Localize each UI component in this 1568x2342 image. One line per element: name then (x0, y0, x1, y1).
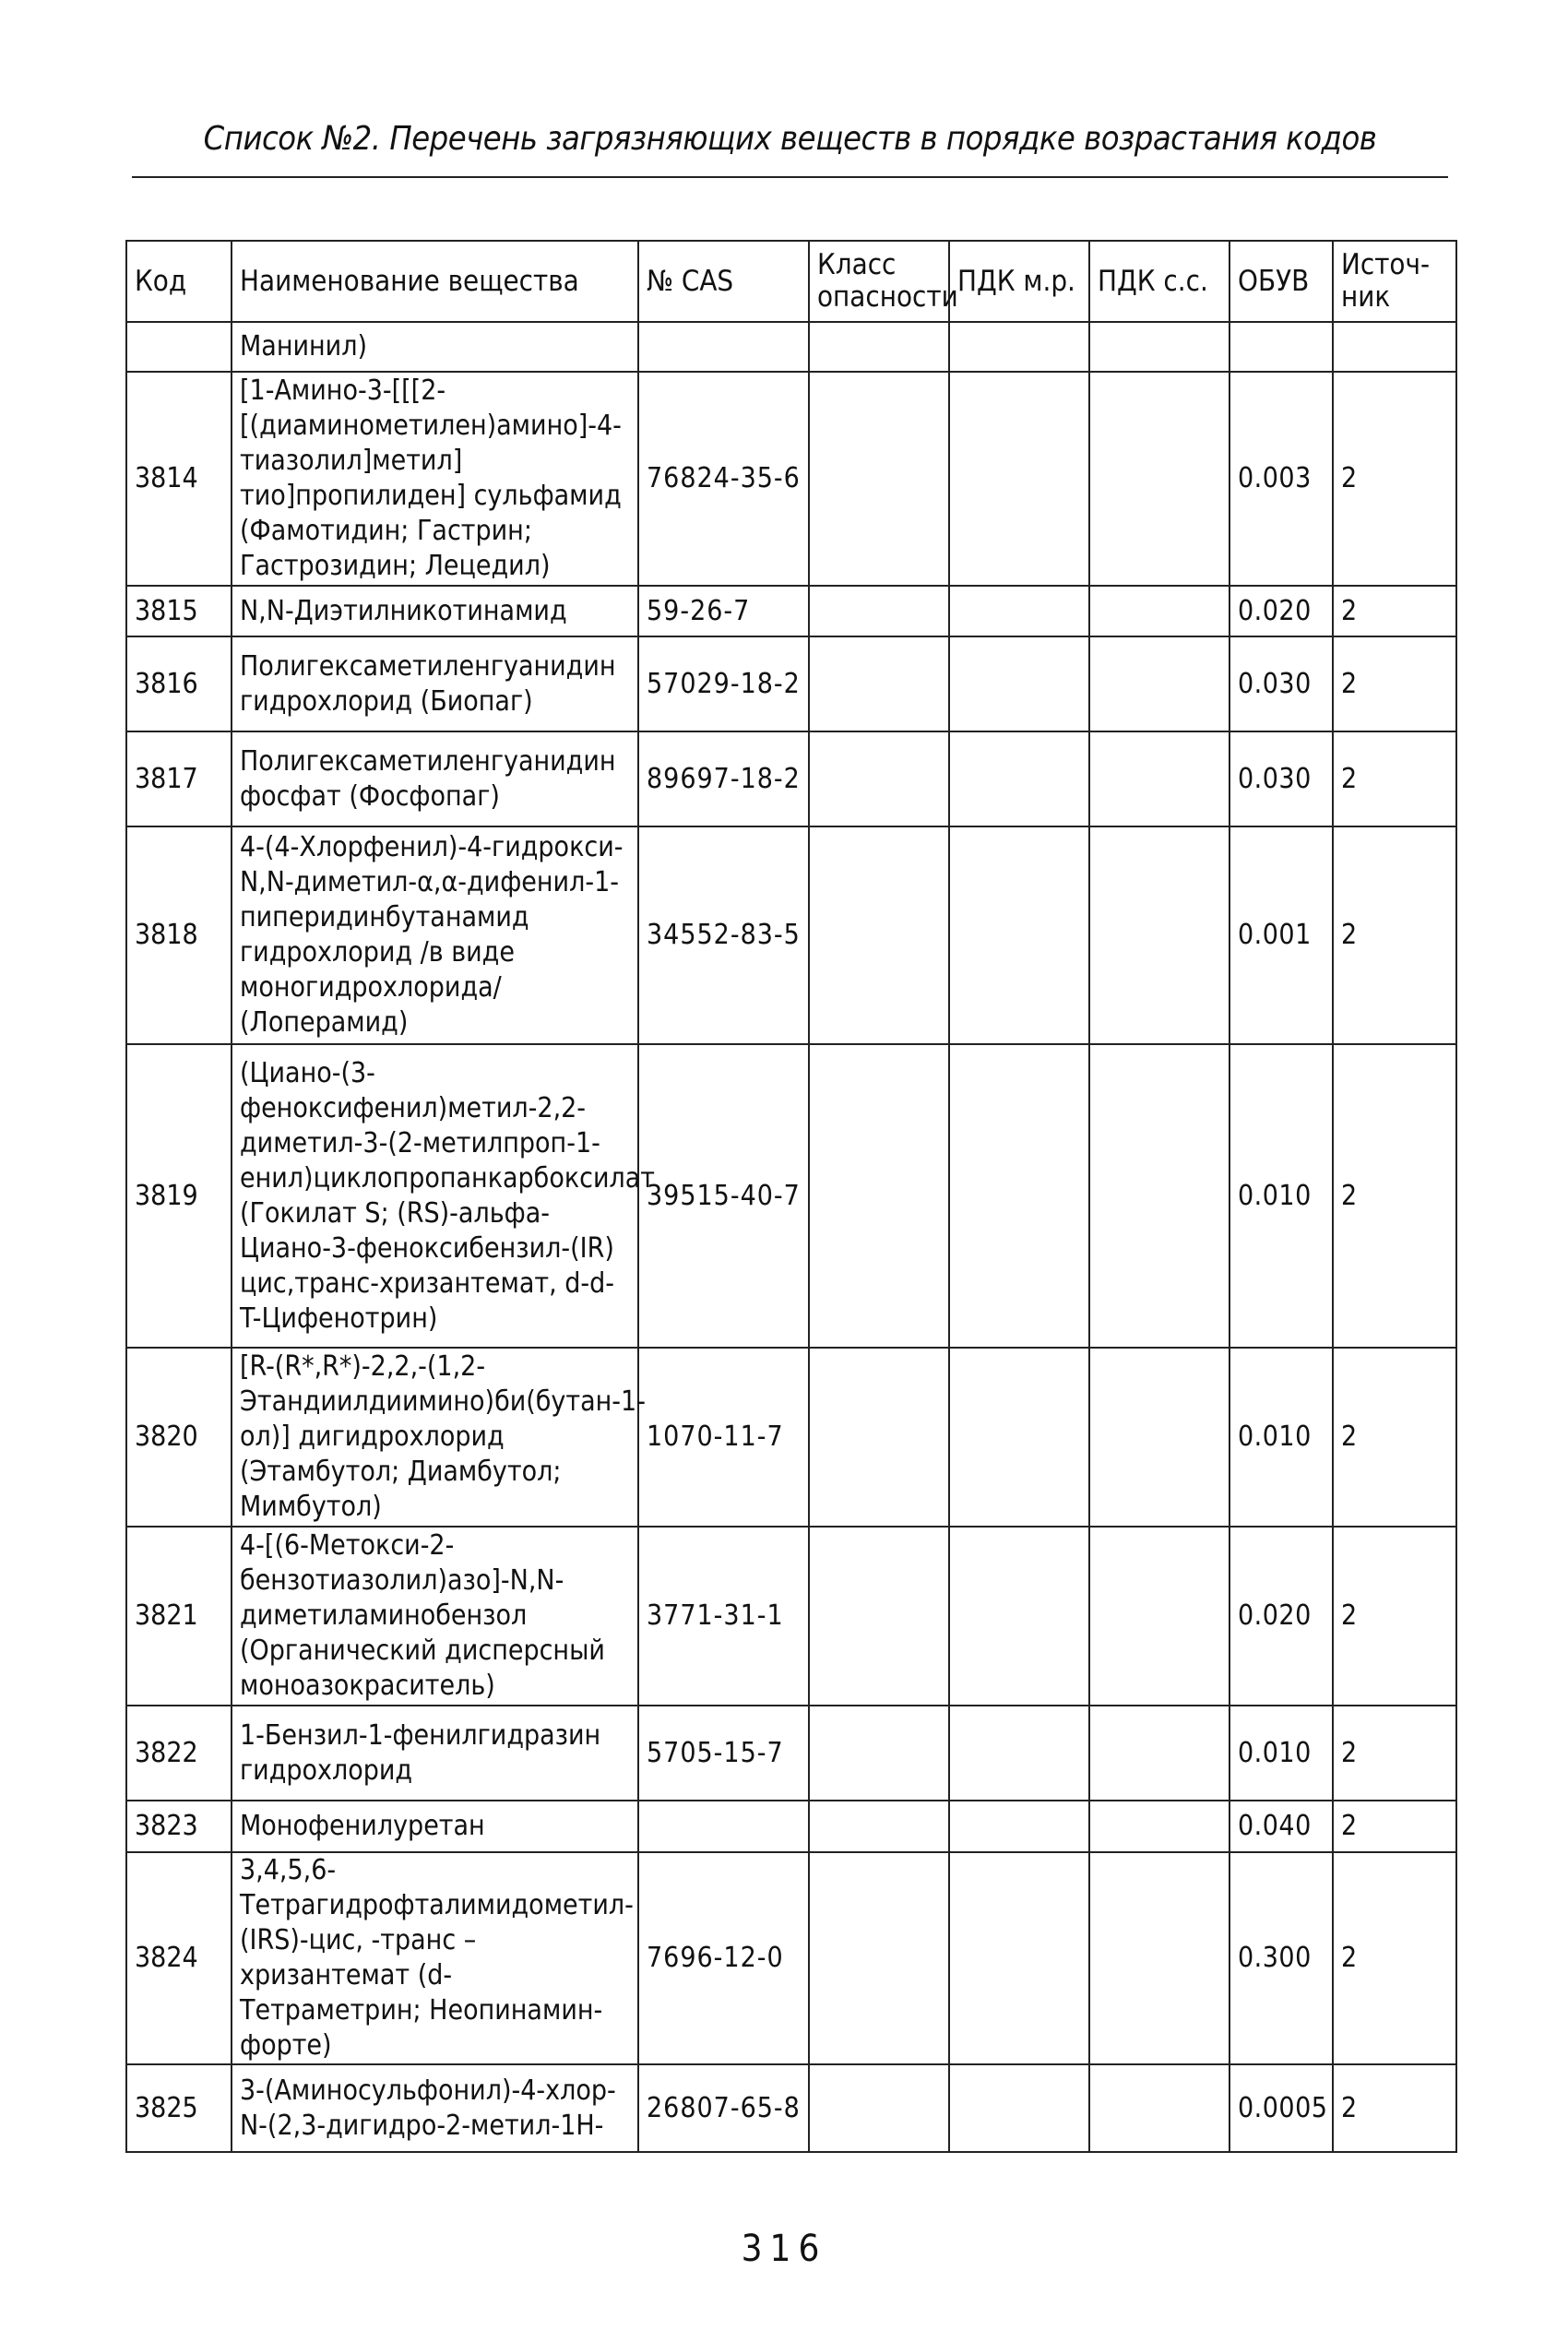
table-row (126, 1527, 1456, 1706)
cell-pdk-mr (949, 1852, 1089, 2064)
cell-pdk-mr (949, 2064, 1089, 2152)
table-row (126, 826, 1456, 1044)
cell-pdk-mr (949, 1044, 1089, 1348)
cell-cas (638, 322, 809, 372)
cell-hazard-class (809, 372, 949, 586)
cell-pdk-mr (949, 1706, 1089, 1801)
table-row (126, 731, 1456, 826)
cell-pdk-mr (949, 636, 1089, 731)
cell-pdk-ss (1089, 826, 1229, 1044)
cell-code: 3824 (126, 1852, 232, 2064)
table-row (126, 372, 1456, 586)
cell-hazard-class (809, 1852, 949, 2064)
page-title: Список №2. Перечень загрязняющих веществ в порядке возрастания кодов (203, 120, 1377, 158)
cell-hazard-class (809, 1348, 949, 1527)
cell-pdk-ss (1089, 1706, 1229, 1801)
cell-pdk-ss (1089, 1527, 1229, 1706)
cell-source: 2 (1333, 731, 1456, 826)
cell-hazard-class (809, 1801, 949, 1852)
cell-cas: 76824-35-6 (638, 372, 809, 586)
cell-code: 3819 (126, 1044, 232, 1348)
cell-source: 2 (1333, 1348, 1456, 1527)
cell-name: 3-(Аминосульфонил)-4-хлор-N-(2,3-дигидро-2-метил-1H- (232, 2064, 638, 2152)
cell-pdk-mr (949, 731, 1089, 826)
cell-pdk-mr (949, 322, 1089, 372)
cell-cas: 5705-15-7 (638, 1706, 809, 1801)
header-divider (132, 176, 1448, 178)
column-header-obuv: ОБУВ (1229, 241, 1333, 322)
cell-code: 3821 (126, 1527, 232, 1706)
cell-name: Монофенилуретан (232, 1801, 638, 1852)
cell-pdk-ss (1089, 1348, 1229, 1527)
cell-obuv: 0.0005 (1229, 2064, 1333, 2152)
cell-code: 3822 (126, 1706, 232, 1801)
cell-source: 2 (1333, 372, 1456, 586)
cell-cas: 39515-40-7 (638, 1044, 809, 1348)
cell-name: [R-(R*,R*)-2,2,-(1,2-Этандиилдиимино)би(бутан-1-ол)] дигидрохлорид (Этамбутол; Диамбутол; Мимбутол) (232, 1348, 638, 1527)
cell-hazard-class (809, 636, 949, 731)
cell-pdk-mr (949, 586, 1089, 636)
cell-pdk-ss (1089, 2064, 1229, 2152)
cell-obuv: 0.010 (1229, 1706, 1333, 1801)
cell-code: 3823 (126, 1801, 232, 1852)
cell-name: 4-(4-Хлорфенил)-4-гидрокси-N,N-диметил-α,α-дифенил-1-пиперидинбутанамид гидрохлорид /в виде моногидрохлорида/ (Лоперамид) (232, 826, 638, 1044)
cell-cas (638, 1801, 809, 1852)
cell-name: Полигексаметиленгуанидин фосфат (Фосфопаг) (232, 731, 638, 826)
cell-pdk-mr (949, 826, 1089, 1044)
cell-pdk-mr (949, 372, 1089, 586)
cell-hazard-class (809, 322, 949, 372)
cell-code: 3816 (126, 636, 232, 731)
cell-source: 2 (1333, 1852, 1456, 2064)
table-row (126, 1852, 1456, 2064)
cell-cas: 1070-11-7 (638, 1348, 809, 1527)
cell-name: 4-[(6-Метокси-2-бензотиазолил)азо]-N,N-диметиламинобензол (Органический дисперсный моноазокраситель) (232, 1527, 638, 1706)
cell-pdk-ss (1089, 322, 1229, 372)
cell-pdk-ss (1089, 1801, 1229, 1852)
cell-name: N,N-Диэтилникотинамид (232, 586, 638, 636)
cell-code: 3818 (126, 826, 232, 1044)
cell-source: 2 (1333, 1801, 1456, 1852)
column-header-pdk-mr: ПДК м.р. (949, 241, 1089, 322)
cell-code (126, 322, 232, 372)
column-header-source: Источ-ник (1333, 241, 1456, 322)
table-row (126, 322, 1456, 372)
table-row (126, 2064, 1456, 2152)
cell-pdk-ss (1089, 586, 1229, 636)
cell-obuv (1229, 322, 1333, 372)
table-row (126, 1706, 1456, 1801)
cell-cas: 7696-12-0 (638, 1852, 809, 2064)
cell-source (1333, 322, 1456, 372)
table-row (126, 1044, 1456, 1348)
column-header-name: Наименование вещества (232, 241, 638, 322)
cell-code: 3820 (126, 1348, 232, 1527)
cell-code: 3825 (126, 2064, 232, 2152)
cell-source: 2 (1333, 826, 1456, 1044)
cell-hazard-class (809, 1706, 949, 1801)
cell-pdk-mr (949, 1801, 1089, 1852)
cell-hazard-class (809, 1044, 949, 1348)
cell-hazard-class (809, 731, 949, 826)
table-row (126, 636, 1456, 731)
table-row (126, 1348, 1456, 1527)
substances-table (125, 240, 1457, 2153)
cell-hazard-class (809, 2064, 949, 2152)
cell-source: 2 (1333, 1044, 1456, 1348)
cell-name: 3,4,5,6-Тетрагидрофталимидометил-(IRS)-цис, -транс – хризантемат (d-Тетраметрин; Неопинамин-форте) (232, 1852, 638, 2064)
column-header-hazard-class: Класс опасности (809, 241, 949, 322)
cell-obuv: 0.010 (1229, 1044, 1333, 1348)
cell-hazard-class (809, 826, 949, 1044)
cell-obuv: 0.020 (1229, 586, 1333, 636)
cell-name: [1-Амино-3-[[[2-[(диаминометилен)амино]-4-тиазолил]метил] тио]пропилиден] сульфамид (Фамотидин; Гастрин; Гастрозидин; Лецедил) (232, 372, 638, 586)
cell-cas: 26807-65-8 (638, 2064, 809, 2152)
cell-obuv: 0.020 (1229, 1527, 1333, 1706)
page-number: 316 (741, 2228, 827, 2270)
cell-code: 3817 (126, 731, 232, 826)
table-header-row (126, 241, 1456, 322)
cell-cas: 3771-31-1 (638, 1527, 809, 1706)
cell-name: (Циано-(3-феноксифенил)метил-2,2-диметил-3-(2-метилпроп-1-енил)циклопропанкарбоксилат (Гокилат S; (RS)-альфа-Циано-3-феноксибензил-(IR) цис,транс-хризантемат, d-d-T-Цифенотрин) (232, 1044, 638, 1348)
table-row (126, 586, 1456, 636)
cell-obuv: 0.030 (1229, 731, 1333, 826)
cell-obuv: 0.010 (1229, 1348, 1333, 1527)
cell-name: Полигексаметиленгуанидин гидрохлорид (Биопаг) (232, 636, 638, 731)
cell-hazard-class (809, 586, 949, 636)
column-header-code: Код (126, 241, 232, 322)
cell-cas: 89697-18-2 (638, 731, 809, 826)
table-row (126, 1801, 1456, 1852)
cell-source: 2 (1333, 636, 1456, 731)
cell-name: 1-Бензил-1-фенилгидразин гидрохлорид (232, 1706, 638, 1801)
cell-cas: 34552-83-5 (638, 826, 809, 1044)
cell-cas: 57029-18-2 (638, 636, 809, 731)
cell-obuv: 0.001 (1229, 826, 1333, 1044)
cell-obuv: 0.030 (1229, 636, 1333, 731)
column-header-pdk-ss: ПДК с.с. (1089, 241, 1229, 322)
column-header-cas: № CAS (638, 241, 809, 322)
cell-pdk-ss (1089, 1852, 1229, 2064)
cell-pdk-ss (1089, 372, 1229, 586)
cell-source: 2 (1333, 2064, 1456, 2152)
cell-obuv: 0.040 (1229, 1801, 1333, 1852)
cell-name: Манинил) (232, 322, 638, 372)
cell-pdk-mr (949, 1527, 1089, 1706)
cell-pdk-mr (949, 1348, 1089, 1527)
cell-obuv: 0.300 (1229, 1852, 1333, 2064)
cell-pdk-ss (1089, 636, 1229, 731)
cell-pdk-ss (1089, 1044, 1229, 1348)
cell-source: 2 (1333, 1706, 1456, 1801)
cell-code: 3815 (126, 586, 232, 636)
cell-source: 2 (1333, 1527, 1456, 1706)
cell-hazard-class (809, 1527, 949, 1706)
cell-pdk-ss (1089, 731, 1229, 826)
cell-cas: 59-26-7 (638, 586, 809, 636)
cell-source: 2 (1333, 586, 1456, 636)
cell-obuv: 0.003 (1229, 372, 1333, 586)
cell-code: 3814 (126, 372, 232, 586)
